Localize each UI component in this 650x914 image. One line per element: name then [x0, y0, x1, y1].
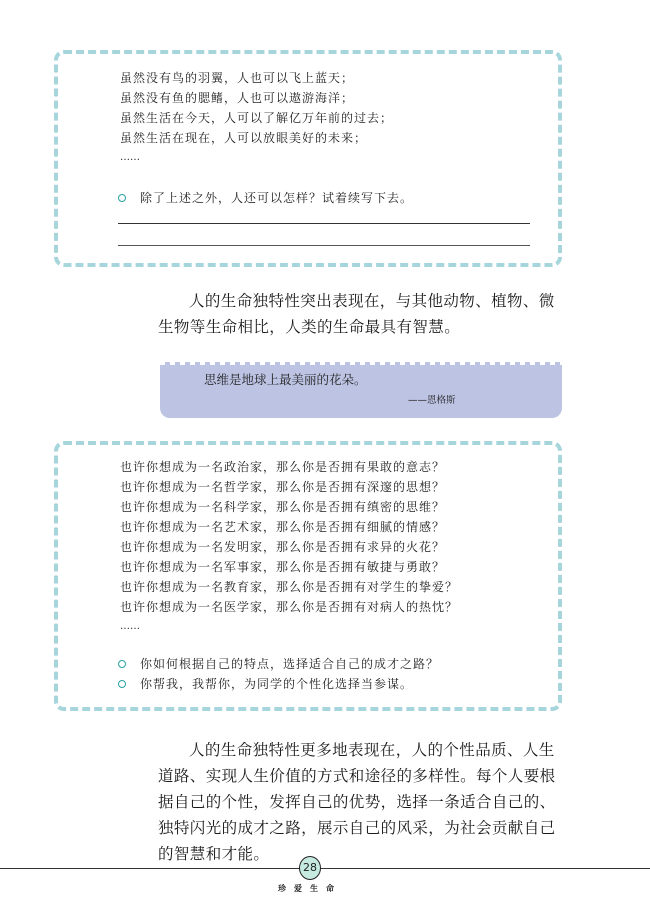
question-block [120, 457, 458, 637]
body-paragraph [158, 737, 564, 867]
quote-box [160, 362, 562, 418]
activity-prompt [116, 654, 439, 674]
prompt-text: 除了上述之外，人还可以怎样？试着续写下去。 [140, 191, 414, 205]
question-line: 也许你想成为一名发明家，那么你是否拥有求异的火花？ [120, 540, 446, 554]
footer-divider [0, 868, 650, 869]
activity-prompt [116, 674, 413, 694]
quote-text: 思维是地球上最美丽的花朵。 [204, 372, 367, 387]
circle-bullet-icon [118, 194, 126, 202]
poem-line: 虽然生活在现在，人可以放眼美好的未来； [120, 131, 368, 145]
prompt-text: 你帮我，我帮你，为同学的个性化选择当参谋。 [140, 677, 414, 691]
question-line: 也许你想成为一名科学家，那么你是否拥有缜密的思维？ [120, 500, 446, 514]
activity-prompt [116, 188, 413, 208]
quote-author: ——恩格斯 [408, 395, 456, 406]
poem-line: 虽然生活在今天，人可以了解亿万年前的过去； [120, 111, 394, 125]
activity-box-career [54, 441, 562, 711]
question-line: 也许你想成为一名哲学家，那么你是否拥有深邃的思想？ [120, 480, 446, 494]
body-paragraph [158, 288, 564, 340]
poem-block [120, 68, 393, 168]
question-line: 也许你想成为一名政治家，那么你是否拥有果敢的意志？ [120, 460, 446, 474]
poem-line: 虽然没有鸟的羽翼，人也可以飞上蓝天； [120, 71, 355, 85]
prompt-text: 你如何根据自己的特点，选择适合自己的成才之路？ [140, 657, 440, 671]
question-line: 也许你想成为一名军事家，那么你是否拥有敏捷与勇敢？ [120, 560, 446, 574]
page-number-badge: 28 [299, 856, 321, 880]
circle-bullet-icon [118, 660, 126, 668]
paragraph-text: 人的生命独特性突出表现在，与其他动物、植物、微生物等生命相比，人类的生命最具有智慧。 [158, 292, 555, 336]
question-line: 也许你想成为一名教育家，那么你是否拥有对学生的挚爱？ [120, 580, 459, 594]
poem-ellipsis: …… [120, 152, 140, 163]
activity-box-imagination [54, 50, 562, 267]
poem-line: 虽然没有鱼的腮鳍，人也可以遨游海洋； [120, 91, 355, 105]
footer-book-title: 珍爱生命 [278, 884, 342, 893]
circle-bullet-icon [118, 680, 126, 688]
writing-line[interactable] [118, 245, 530, 246]
paragraph-text: 人的生命独特性更多地表现在，人的个性品质、人生道路、实现人生价值的方式和途径的多样性。每个人要根据自己的个性，发挥自己的优势，选择一条适合自己的、独特闪光的成才之路，展示自己的风采，为社会贡献自己的智慧和才能。 [158, 741, 556, 863]
question-ellipsis: …… [120, 621, 140, 632]
question-line: 也许你想成为一名艺术家，那么你是否拥有细腻的情感？ [120, 520, 446, 534]
question-line: 也许你想成为一名医学家，那么你是否拥有对病人的热忱？ [120, 600, 459, 614]
writing-line[interactable] [118, 223, 530, 224]
